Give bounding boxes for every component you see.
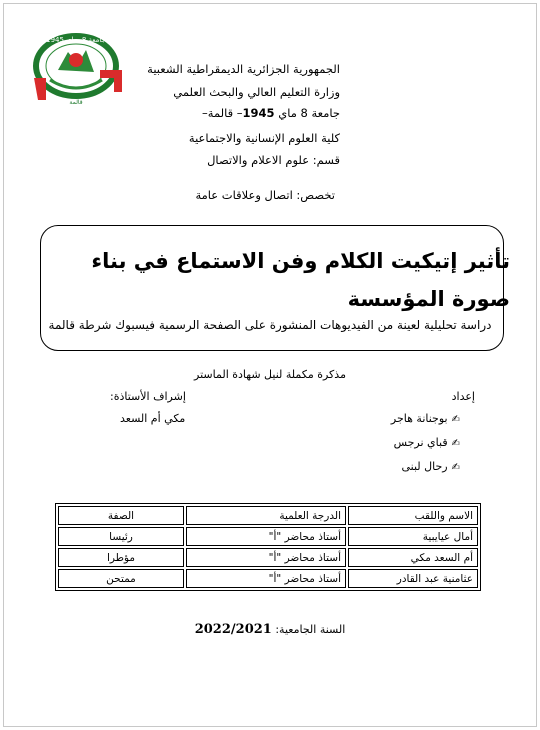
university-prefix: جامعة 8 ماي	[278, 106, 340, 120]
table-header-row	[58, 506, 478, 525]
cell-degree: أستاذ محاضر "أ"	[186, 527, 346, 546]
cell-name: أمال عيايبية	[348, 527, 478, 546]
pen-icon: ✍	[451, 438, 460, 449]
table-row	[58, 548, 478, 567]
pen-icon: ✍	[451, 414, 460, 425]
logo-text-bottom: قالمة	[69, 99, 83, 106]
cell-degree: أستاذ محاضر "أ"	[186, 569, 346, 588]
university-line	[202, 106, 340, 120]
prepared-by-label: إعداد	[451, 390, 475, 403]
student-name: بوجنانة هاجر	[390, 412, 448, 425]
cell-role: مؤطرا	[58, 548, 184, 567]
department-line: قسم: علوم الاعلام والاتصال	[207, 153, 340, 167]
student-item	[401, 460, 460, 473]
header-role: الصفة	[58, 506, 184, 525]
pen-icon: ✍	[451, 462, 460, 473]
specialty-line: تخصص: اتصال وعلاقات عامة	[195, 188, 335, 202]
student-item	[394, 436, 460, 449]
cell-role: ممتحن	[58, 569, 184, 588]
cell-name: عثامنية عبد القادر	[348, 569, 478, 588]
thesis-title: تأثير إتيكيت الكلام وفن الاستماع في بناء صورة المؤسسة	[91, 249, 510, 311]
ministry-line: وزارة التعليم العالي والبحث العلمي	[173, 85, 340, 99]
university-suffix: – قالمة–	[202, 106, 243, 120]
header-degree: الدرجة العلمية	[186, 506, 346, 525]
logo-text-top: جامعة 8 مـاي 1945	[46, 36, 106, 44]
academic-year-value: 2022/2021	[194, 622, 272, 637]
student-name: قباي نرجس	[393, 436, 448, 449]
supervisor-name: مكي أم السعد	[120, 412, 186, 425]
supervision-label: إشراف الأستاذة:	[110, 390, 186, 403]
table-row	[58, 527, 478, 546]
committee-table	[55, 503, 481, 591]
faculty-line: كلية العلوم الإنسانية والاجتماعية	[188, 131, 340, 145]
header-name: الاسم واللقب	[348, 506, 478, 525]
cell-degree: أستاذ محاضر "أ"	[186, 548, 346, 567]
university-logo	[30, 30, 125, 108]
student-name: رحال لبنى	[401, 460, 448, 473]
student-item	[391, 412, 460, 425]
republic-line: الجمهورية الجزائرية الديمقراطية الشعبية	[147, 62, 340, 76]
table-row	[58, 569, 478, 588]
cell-role: رئيسا	[58, 527, 184, 546]
university-year: 1945	[242, 106, 275, 120]
thesis-subtitle: دراسة تحليلية لعينة من الفيديوهات المنشورة على الصفحة الرسمية فيسبوك شرطة قالمة	[48, 318, 492, 332]
academic-year	[0, 622, 540, 637]
cell-name: أم السعد مكي	[348, 548, 478, 567]
memo-line: مذكرة مكملة لنيل شهادة الماستر	[194, 368, 346, 381]
academic-year-label: السنة الجامعية:	[275, 623, 346, 636]
